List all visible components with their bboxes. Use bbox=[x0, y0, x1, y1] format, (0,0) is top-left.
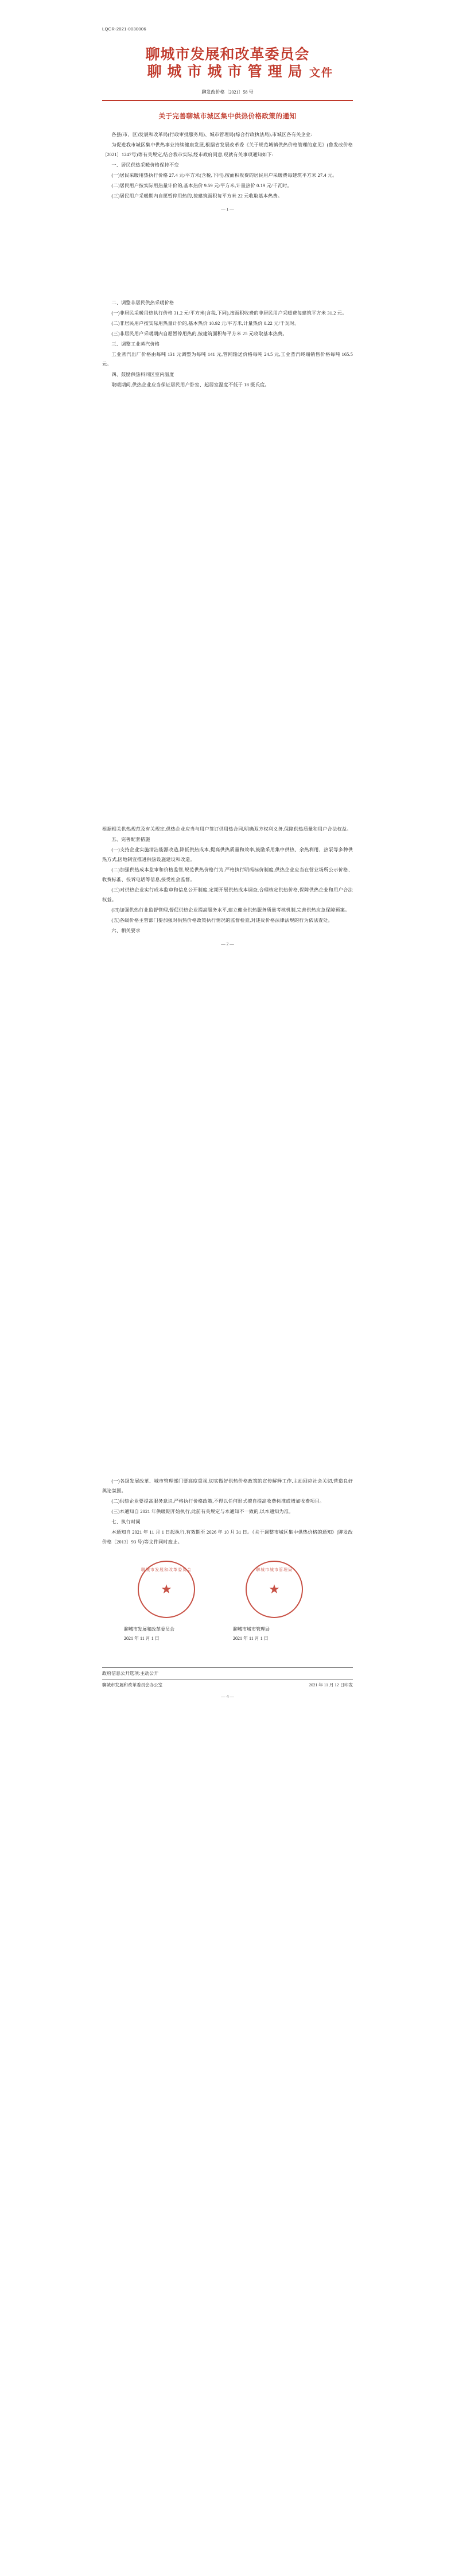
star-icon: ★ bbox=[161, 1582, 172, 1596]
paragraph: (三)本通知自 2021 年供暖期开始执行,此前有关规定与本通知不一致的,以本通知为准。 bbox=[111, 1509, 294, 1514]
official-seal-development-reform bbox=[138, 1561, 195, 1618]
signature-right-org: 聊城市城市管理局 bbox=[233, 1627, 270, 1632]
document-sheet-1 bbox=[0, 0, 455, 649]
paragraph: (一)非居民采暖用热执行价格 31.2 元/平方米(含税,下同),按面积收费的非居民用户采暖费每建筑平方米 31.2 元。 bbox=[111, 311, 347, 316]
seal-row bbox=[102, 1557, 353, 1626]
star-icon: ★ bbox=[269, 1582, 280, 1596]
paragraph: (三)居民用户采暖期内自愿暂停用热的,按建筑面积每平方米 22 元收取基本热费。 bbox=[111, 193, 283, 199]
masthead-line-1: 聊城市发展和改革委员会 bbox=[145, 47, 310, 63]
seal-top-text: 聊城市发展和改革委员会 bbox=[141, 1568, 192, 1572]
paragraph: (四)加强供热行业监督管理,督促供热企业提高服务水平,建立健全供热服务质量考核机制,完善供热应急保障预案。 bbox=[111, 907, 350, 913]
paragraph: 一、居民供热采暖价格保持不变 bbox=[111, 162, 179, 168]
masthead bbox=[102, 46, 353, 81]
paragraph: 本通知自 2021 年 11 月 1 日起执行,有效期至 2026 年 10 月 31 日。《关于调整市城区集中供热价格的通知》(聊发改价格〔2013〕93 号)等文件同时废止。 bbox=[102, 1530, 353, 1545]
paragraph: (一)各级发展改革、城市管理部门要高度重视,切实做好供热价格政策的宣传解释工作,主动回应社会关切,营造良好舆论氛围。 bbox=[102, 1479, 353, 1493]
paragraph: 六、相关要求 bbox=[111, 928, 141, 933]
page-number: — 1 — bbox=[221, 207, 234, 212]
footer-issuer: 聊城市发展和改革委员会办公室 bbox=[102, 1682, 162, 1687]
paragraph: 五、完善配套措施 bbox=[111, 837, 150, 842]
paragraph: (三)对供热企业实行成本监审和信息公开制度,定期开展供热成本调查,合理核定供热价格,保障供热企业和用户合法权益。 bbox=[102, 887, 353, 902]
page-number: — 2 — bbox=[221, 941, 234, 946]
paragraph: 取暖期间,供热企业应当保证居民用户卧室、起居室温度不低于 18 摄氏度。 bbox=[111, 382, 270, 387]
document-code: LQCR-2021-0030006 bbox=[102, 26, 146, 32]
paragraph: 各县(市、区)发展和改革局(行政审批服务局)、城市管理局(综合行政执法局),市城区各有关企业: bbox=[111, 132, 312, 137]
signature-org-line bbox=[102, 1626, 353, 1635]
official-seal-city-management bbox=[246, 1561, 303, 1618]
page-number: — 4 — bbox=[221, 1694, 234, 1699]
document-number: 聊发改价格〔2021〕58 号 bbox=[201, 90, 254, 95]
paragraph: 二、调整非居民供热采暖价格 bbox=[111, 300, 174, 305]
document-title: 关于完善聊城市城区集中供热价格政策的通知 bbox=[158, 113, 297, 120]
paragraph: (五)各级价格主管部门要加强对供热价格政策执行情况的监督检查,对违反价格法律法规的行为依法查处。 bbox=[111, 918, 333, 923]
paragraph: (二)加强供热成本监审和价格监管,规范供热价格行为,严格执行明码标价制度,供热企业应当在营业场所公示价格、收费标准、投诉电话等信息,接受社会监督。 bbox=[102, 867, 353, 882]
paragraph: 工业蒸汽出厂价格由每吨 131 元调整为每吨 141 元,管网输送价格每吨 24.5 元,工业蒸汽终端销售价格每吨 165.5 元。 bbox=[102, 352, 353, 367]
signature-left-org: 聊城市发展和改革委员会 bbox=[124, 1627, 174, 1632]
footer-date: 2021 年 11 月 12 日印发 bbox=[309, 1682, 353, 1687]
signature-date-line bbox=[102, 1635, 353, 1644]
footer-divider-top bbox=[102, 1667, 353, 1668]
paragraph: (一)支持企业实施清洁能源改造,降低供热成本,提高供热质量和效率,鼓励采用集中供热、余热利用、热泵等多种供热方式,因地制宜推进供热设施建设和改造。 bbox=[102, 847, 353, 862]
seal-top-text: 聊城市城市管理局 bbox=[256, 1568, 293, 1572]
paragraph: 三、调整工业蒸汽价格 bbox=[111, 342, 160, 347]
paragraph: (三)非居民用户采暖期内自愿暂停用热的,按建筑面积每平方米 25 元收取基本热费。 bbox=[111, 331, 287, 336]
paragraph: 根据相关供热规范及有关规定,供热企业应当与用户签订供用热合同,明确双方权利义务,保障供热质量和用户合法权益。 bbox=[102, 827, 352, 832]
red-divider bbox=[102, 100, 353, 101]
document-sheet-2 bbox=[0, 652, 455, 1301]
footer-row bbox=[102, 1682, 353, 1688]
paragraph: 为促进我市城区集中供热事业持续健康发展,根据省发展改革委《关于规范城镇供热价格管理的意见》(鲁发改价格〔2021〕1247号)等有关规定,结合我市实际,经市政府同意,现就有关事项通知如下: bbox=[102, 142, 353, 157]
masthead-line-2: 聊城市城市管理局 bbox=[147, 64, 308, 80]
document-sheet-3 bbox=[0, 1304, 455, 1953]
masthead-wenjian: 文件 bbox=[309, 67, 333, 79]
paragraph: 四、鼓励供热科同区室内温度 bbox=[111, 372, 174, 377]
signature-right-date: 2021 年 11 月 1 日 bbox=[233, 1636, 269, 1641]
document-footer bbox=[102, 1667, 353, 1688]
paragraph: (二)非居民用户按实际用热量计价的,基本热价 10.92 元/平方米,计量热价 0.22 元/千瓦时。 bbox=[111, 321, 300, 326]
disclosure-option: 政府信息公开选项:主动公开 bbox=[102, 1671, 159, 1676]
signature-left-date: 2021 年 11 月 1 日 bbox=[124, 1636, 160, 1641]
page-spacer bbox=[102, 212, 353, 298]
paragraph: (二)居民用户按实际用热量计价的,基本热价 9.59 元/平方米,计量热价 0.19 元/千瓦时。 bbox=[111, 183, 292, 188]
paragraph: (二)供热企业要提高服务意识,严格执行价格政策,不得以任何形式擅自提高收费标准或增加收费项目。 bbox=[111, 1499, 325, 1504]
paragraph: (一)居民采暖用热执行价格 27.4 元/平方米(含税,下同),按面积收费的居民用户采暖费每建筑平方米 27.4 元。 bbox=[111, 173, 337, 178]
paragraph: 七、执行时间 bbox=[111, 1519, 141, 1524]
